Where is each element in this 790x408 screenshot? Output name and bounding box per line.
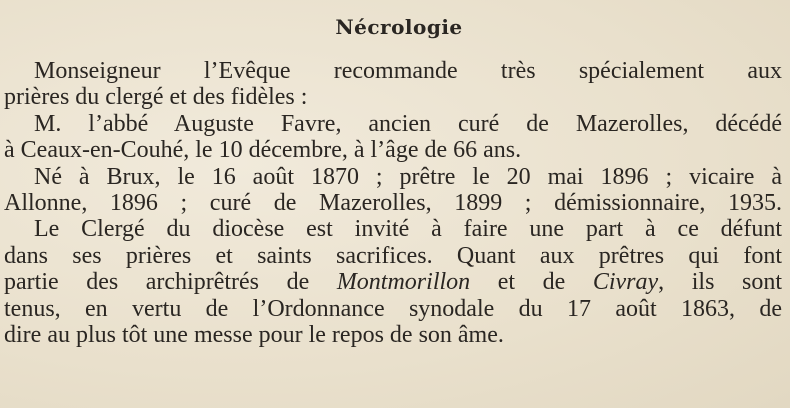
paragraph-biography — [4, 164, 782, 217]
paragraph-intro — [4, 58, 782, 111]
place-name-montmorillon: Montmorillon — [336, 269, 471, 296]
text-line: tenus, en vertu de l’Ordonnance synodale du 17 août 1863, de — [4, 295, 782, 322]
paragraph-deceased — [4, 111, 782, 164]
text-line: Né à Brux, le 16 août 1870 ; prêtre le 20 mai 1896 ; vicaire à — [34, 163, 782, 190]
paragraph-instructions — [4, 216, 782, 348]
text-line: Le Clergé du diocèse est invité à faire une part à ce défunt — [34, 216, 782, 243]
text-line: dire au plus tôt une messe pour le repos de son âme. — [4, 322, 504, 349]
text-line: Monseigneur l’Evêque recommande très spécialement aux — [34, 58, 782, 84]
text-line: prières du clergé et des fidèles : — [4, 84, 308, 111]
page-title: Nécrologie — [335, 15, 463, 39]
text-line: dans ses prières et saints sacrifices. Quant aux prêtres qui font — [4, 242, 782, 269]
text-line: Allonne, 1896 ; curé de Mazerolles, 1899 ; démissionnaire, 1935. — [4, 190, 782, 217]
text-line: partie des archiprêtrés de Montmorillon et de Civray, ils sont — [4, 269, 782, 296]
text-line: à Ceaux-en-Couhé, le 10 décembre, à l’âge de 66 ans. — [4, 137, 522, 164]
place-name-civray: Civray — [592, 269, 659, 296]
text-line: M. l’abbé Auguste Favre, ancien curé de Mazerolles, décédé — [34, 110, 782, 137]
